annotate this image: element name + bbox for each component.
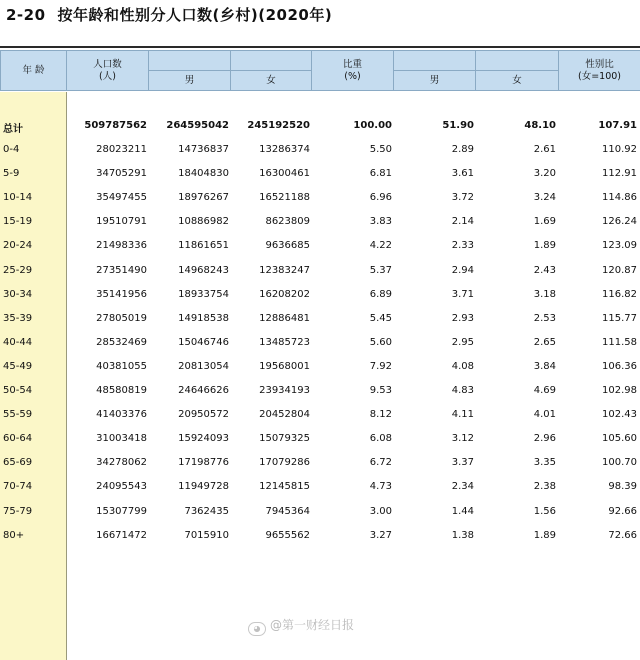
table-row xyxy=(0,289,640,313)
cell-ratio: 92.66 xyxy=(608,506,637,517)
cell-ratio: 100.70 xyxy=(602,457,637,468)
cell-pct: 5.60 xyxy=(370,337,392,348)
cell-male: 14736837 xyxy=(178,144,229,155)
watermark-text: @第一财经日报 xyxy=(270,618,354,632)
table-row xyxy=(0,144,640,168)
cell-total: 27351490 xyxy=(96,265,147,276)
age-group-cell: 35-39 xyxy=(3,313,32,324)
cell-pct-f: 2.96 xyxy=(534,433,556,444)
header-male: 男 xyxy=(149,71,231,91)
cell-male: 14968243 xyxy=(178,265,229,276)
cell-pct-m: 4.83 xyxy=(452,385,474,396)
cell-total: 21498336 xyxy=(96,240,147,251)
cell-pct-f: 1.89 xyxy=(534,530,556,541)
cell-total: 16671472 xyxy=(96,530,147,541)
cell-pct-f: 2.53 xyxy=(534,313,556,324)
cell-pct-f: 3.18 xyxy=(534,289,556,300)
cell-male: 18933754 xyxy=(178,289,229,300)
cell-ratio: 102.43 xyxy=(602,409,637,420)
cell-total: 35497455 xyxy=(96,192,147,203)
cell-total: 28532469 xyxy=(96,337,147,348)
cell-total: 509787562 xyxy=(84,120,147,131)
top-rule xyxy=(0,46,640,48)
cell-total: 31003418 xyxy=(96,433,147,444)
cell-pct: 8.12 xyxy=(370,409,392,420)
cell-pct: 4.22 xyxy=(370,240,392,251)
cell-male: 15046746 xyxy=(178,337,229,348)
cell-female: 16208202 xyxy=(259,289,310,300)
age-group-cell: 60-64 xyxy=(3,433,32,444)
cell-pct-f: 1.56 xyxy=(534,506,556,517)
cell-female: 7945364 xyxy=(265,506,310,517)
table-row xyxy=(0,409,640,433)
cell-female: 17079286 xyxy=(259,457,310,468)
cell-female: 12145815 xyxy=(259,481,310,492)
header-prop-male: 男 xyxy=(394,71,476,91)
cell-ratio: 123.09 xyxy=(602,240,637,251)
header-population: 人口数 (人) xyxy=(67,51,149,91)
cell-pct: 5.45 xyxy=(370,313,392,324)
cell-female: 12383247 xyxy=(259,265,310,276)
age-group-cell: 50-54 xyxy=(3,385,32,396)
cell-ratio: 106.36 xyxy=(602,361,637,372)
cell-female: 16521188 xyxy=(259,192,310,203)
table-row xyxy=(0,168,640,192)
cell-pct-f: 1.69 xyxy=(534,216,556,227)
table-number: 2-20 xyxy=(6,6,46,24)
age-group-cell: 25-29 xyxy=(3,265,32,276)
cell-pct-m: 4.11 xyxy=(452,409,474,420)
cell-pct-f: 4.69 xyxy=(534,385,556,396)
header-sex-ratio: 性别比 (女=100) xyxy=(559,51,640,91)
cell-total: 24095543 xyxy=(96,481,147,492)
cell-ratio: 107.91 xyxy=(598,120,637,131)
age-group-cell: 75-79 xyxy=(3,506,32,517)
age-group-cell: 80+ xyxy=(3,530,24,541)
header-blank xyxy=(476,51,559,71)
cell-total: 40381055 xyxy=(96,361,147,372)
cell-pct: 4.73 xyxy=(370,481,392,492)
table-row xyxy=(0,433,640,457)
cell-pct: 6.89 xyxy=(370,289,392,300)
cell-ratio: 98.39 xyxy=(608,481,637,492)
cell-female: 9655562 xyxy=(265,530,310,541)
cell-total: 34278062 xyxy=(96,457,147,468)
cell-pct-f: 3.35 xyxy=(534,457,556,468)
cell-female: 13485723 xyxy=(259,337,310,348)
cell-pct-f: 2.61 xyxy=(534,144,556,155)
weibo-icon: ◕ xyxy=(248,622,266,636)
cell-pct: 5.50 xyxy=(370,144,392,155)
cell-pct: 6.81 xyxy=(370,168,392,179)
cell-male: 11949728 xyxy=(178,481,229,492)
cell-pct-m: 3.61 xyxy=(452,168,474,179)
age-group-cell: 总计 xyxy=(3,120,23,135)
table-row xyxy=(0,530,640,554)
cell-pct-m: 3.71 xyxy=(452,289,474,300)
cell-pct-m: 2.34 xyxy=(452,481,474,492)
cell-female: 23934193 xyxy=(259,385,310,396)
cell-ratio: 105.60 xyxy=(602,433,637,444)
age-group-cell: 5-9 xyxy=(3,168,19,179)
cell-ratio: 112.91 xyxy=(602,168,637,179)
watermark xyxy=(248,616,354,636)
cell-ratio: 126.24 xyxy=(602,216,637,227)
cell-male: 15924093 xyxy=(178,433,229,444)
header-age: 年 龄 xyxy=(1,51,67,91)
cell-male: 18404830 xyxy=(178,168,229,179)
table-title-text: 按年龄和性别分人口数(乡村)(2020年) xyxy=(58,6,333,24)
cell-total: 15307799 xyxy=(96,506,147,517)
cell-total: 27805019 xyxy=(96,313,147,324)
cell-pct-m: 51.90 xyxy=(442,120,474,131)
cell-female: 12886481 xyxy=(259,313,310,324)
table-row xyxy=(0,192,640,216)
cell-pct-f: 1.89 xyxy=(534,240,556,251)
cell-total: 19510791 xyxy=(96,216,147,227)
cell-male: 7015910 xyxy=(184,530,229,541)
cell-pct-f: 3.84 xyxy=(534,361,556,372)
cell-pct-m: 3.72 xyxy=(452,192,474,203)
cell-total: 35141956 xyxy=(96,289,147,300)
cell-female: 9636685 xyxy=(265,240,310,251)
header-prop-female: 女 xyxy=(476,71,559,91)
cell-pct-f: 3.24 xyxy=(534,192,556,203)
age-group-cell: 10-14 xyxy=(3,192,32,203)
cell-pct: 3.27 xyxy=(370,530,392,541)
cell-ratio: 102.98 xyxy=(602,385,637,396)
table-row xyxy=(0,265,640,289)
cell-ratio: 72.66 xyxy=(608,530,637,541)
cell-pct-m: 2.95 xyxy=(452,337,474,348)
cell-male: 11861651 xyxy=(178,240,229,251)
cell-male: 24646626 xyxy=(178,385,229,396)
header-blank xyxy=(149,51,231,71)
age-group-cell: 0-4 xyxy=(3,144,19,155)
cell-female: 16300461 xyxy=(259,168,310,179)
cell-female: 19568001 xyxy=(259,361,310,372)
table-row xyxy=(0,337,640,361)
cell-pct: 9.53 xyxy=(370,385,392,396)
cell-male: 7362435 xyxy=(184,506,229,517)
cell-male: 14918538 xyxy=(178,313,229,324)
cell-total: 34705291 xyxy=(96,168,147,179)
age-group-cell: 65-69 xyxy=(3,457,32,468)
cell-male: 20813054 xyxy=(178,361,229,372)
cell-pct-m: 1.38 xyxy=(452,530,474,541)
cell-pct-m: 3.37 xyxy=(452,457,474,468)
table-row xyxy=(0,313,640,337)
cell-pct: 3.00 xyxy=(370,506,392,517)
cell-ratio: 120.87 xyxy=(602,265,637,276)
cell-total: 41403376 xyxy=(96,409,147,420)
table-row xyxy=(0,240,640,264)
cell-pct-m: 2.89 xyxy=(452,144,474,155)
cell-pct: 6.96 xyxy=(370,192,392,203)
cell-pct: 6.08 xyxy=(370,433,392,444)
table-body xyxy=(0,120,640,554)
cell-female: 15079325 xyxy=(259,433,310,444)
table-header xyxy=(0,50,640,91)
cell-pct-f: 48.10 xyxy=(524,120,556,131)
age-group-cell: 70-74 xyxy=(3,481,32,492)
cell-pct-m: 2.93 xyxy=(452,313,474,324)
cell-pct: 5.37 xyxy=(370,265,392,276)
cell-pct: 3.83 xyxy=(370,216,392,227)
table-row xyxy=(0,457,640,481)
table-row xyxy=(0,506,640,530)
cell-pct: 6.72 xyxy=(370,457,392,468)
cell-pct-f: 2.43 xyxy=(534,265,556,276)
cell-pct-f: 4.01 xyxy=(534,409,556,420)
cell-pct-m: 3.12 xyxy=(452,433,474,444)
age-group-cell: 20-24 xyxy=(3,240,32,251)
cell-pct-m: 2.94 xyxy=(452,265,474,276)
cell-ratio: 110.92 xyxy=(602,144,637,155)
table-title xyxy=(6,4,332,25)
cell-male: 17198776 xyxy=(178,457,229,468)
table-row xyxy=(0,361,640,385)
cell-pct-m: 2.14 xyxy=(452,216,474,227)
cell-pct-f: 2.65 xyxy=(534,337,556,348)
cell-pct: 100.00 xyxy=(353,120,392,131)
cell-pct: 7.92 xyxy=(370,361,392,372)
header-blank xyxy=(231,51,312,71)
cell-ratio: 116.82 xyxy=(602,289,637,300)
cell-pct-m: 2.33 xyxy=(452,240,474,251)
table-row xyxy=(0,481,640,505)
cell-male: 18976267 xyxy=(178,192,229,203)
table-row xyxy=(0,385,640,409)
cell-ratio: 111.58 xyxy=(602,337,637,348)
table-row xyxy=(0,216,640,240)
header-female: 女 xyxy=(231,71,312,91)
age-group-cell: 30-34 xyxy=(3,289,32,300)
cell-total: 48580819 xyxy=(96,385,147,396)
cell-female: 13286374 xyxy=(259,144,310,155)
age-group-cell: 55-59 xyxy=(3,409,32,420)
cell-pct-f: 3.20 xyxy=(534,168,556,179)
age-group-cell: 40-44 xyxy=(3,337,32,348)
header-proportion: 比重 (%) xyxy=(312,51,394,91)
cell-female: 20452804 xyxy=(259,409,310,420)
cell-male: 264595042 xyxy=(166,120,229,131)
table-row-total xyxy=(0,120,640,144)
cell-pct-m: 1.44 xyxy=(452,506,474,517)
cell-total: 28023211 xyxy=(96,144,147,155)
header-blank xyxy=(394,51,476,71)
cell-female: 245192520 xyxy=(247,120,310,131)
cell-pct-f: 2.38 xyxy=(534,481,556,492)
cell-female: 8623809 xyxy=(265,216,310,227)
cell-pct-m: 4.08 xyxy=(452,361,474,372)
age-group-cell: 45-49 xyxy=(3,361,32,372)
cell-ratio: 114.86 xyxy=(602,192,637,203)
age-group-cell: 15-19 xyxy=(3,216,32,227)
cell-male: 10886982 xyxy=(178,216,229,227)
cell-male: 20950572 xyxy=(178,409,229,420)
cell-ratio: 115.77 xyxy=(602,313,637,324)
